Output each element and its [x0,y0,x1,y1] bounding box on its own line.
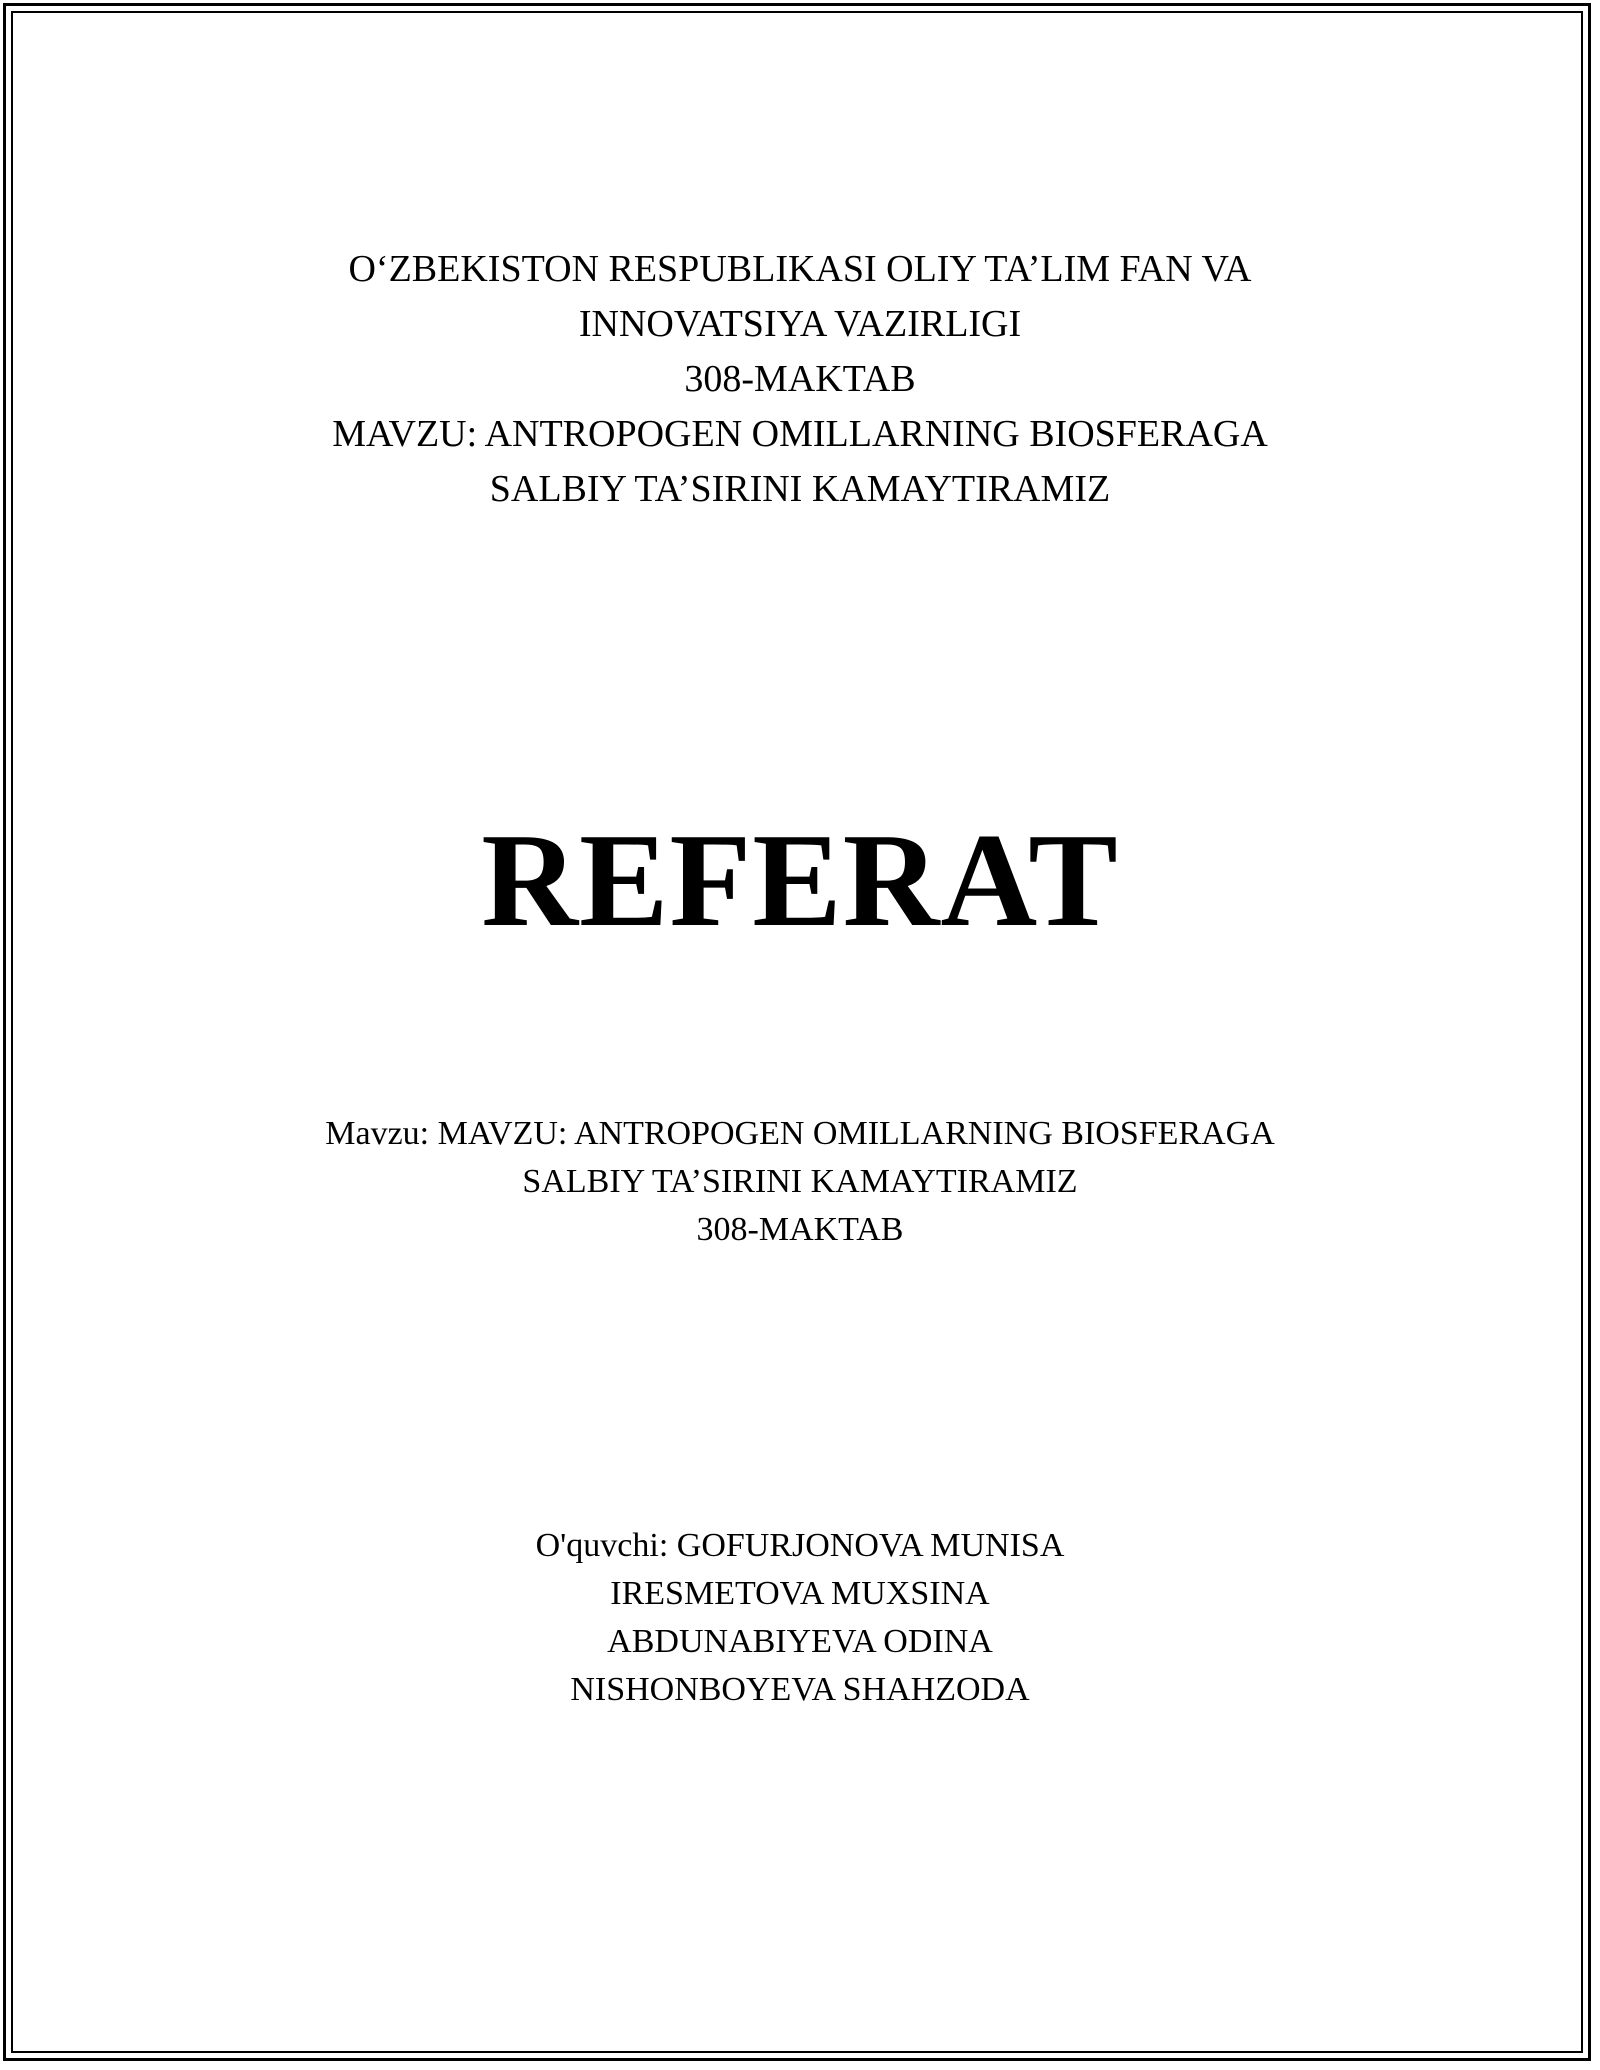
student-line: NISHONBOYEVA SHAHZODA [570,1671,1030,1708]
topic-block [0,1110,1600,1254]
student-line: ABDUNABIYEVA ODINA [607,1623,993,1660]
topic-line: SALBIY TA’SIRINI KAMAYTIRAMIZ [522,1163,1078,1200]
topic-line: Mavzu: MAVZU: ANTROPOGEN OMILLARNING BIOSFERAGA [325,1115,1275,1152]
header-line: SALBIY TA’SIRINI KAMAYTIRAMIZ [489,468,1111,510]
student-line: O'quvchi: GOFURJONOVA MUNISA [535,1527,1065,1564]
header-line: MAVZU: ANTROPOGEN OMILLARNING BIOSFERAGA [332,413,1268,455]
topic-line: 308-MAKTAB [696,1211,904,1248]
header-line: 308-MAKTAB [684,358,916,400]
document-title: REFERAT [481,806,1119,954]
header-line: INNOVATSIYA VAZIRLIGI [578,303,1022,345]
student-line: IRESMETOVA MUXSINA [610,1575,990,1612]
students-block [0,1522,1600,1714]
ministry-header [0,242,1600,517]
header-line: O‘ZBEKISTON RESPUBLIKASI OLIY TA’LIM FAN VA [348,248,1252,290]
